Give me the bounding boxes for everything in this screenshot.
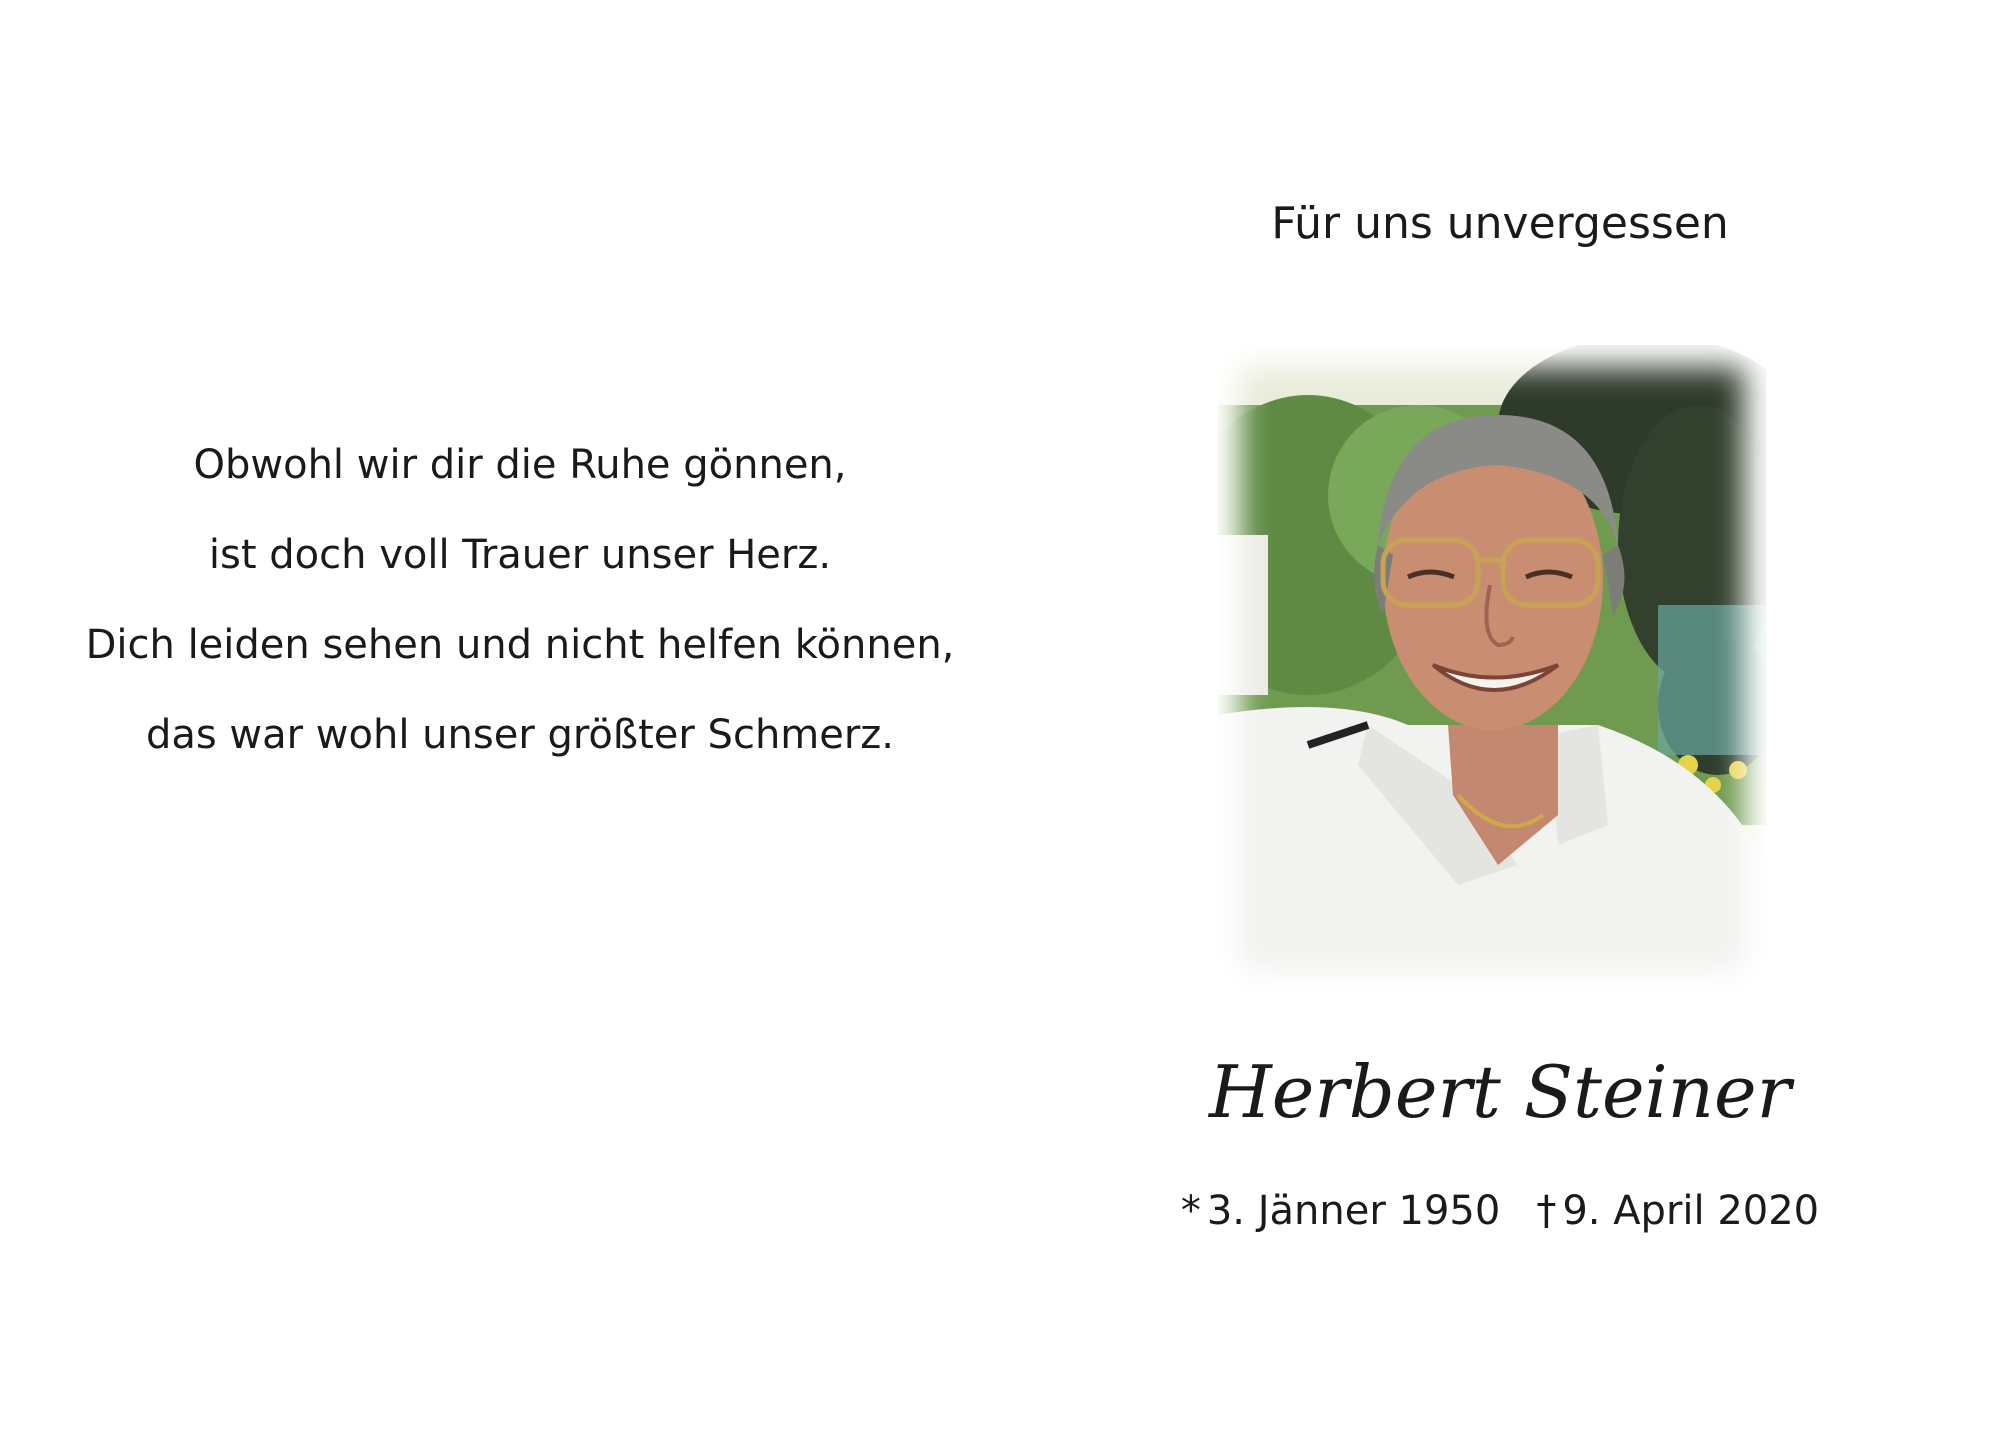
- birth-star-icon: *: [1180, 1188, 1201, 1234]
- life-dates: [1100, 1188, 1900, 1234]
- death-cross-icon: †: [1536, 1188, 1557, 1234]
- poem-line-3: Dich leiden sehen und nicht helfen können,: [85, 622, 955, 668]
- memorial-panel: [1100, 0, 1900, 1430]
- birth-date: 3. Jänner 1950: [1206, 1188, 1501, 1234]
- poem-line-1: Obwohl wir dir die Ruhe gönnen,: [193, 442, 847, 488]
- memorial-heading: Für uns unvergessen: [1271, 198, 1729, 249]
- portrait-photo: [1218, 345, 1766, 993]
- portrait-illustration: [1218, 345, 1766, 993]
- poem: [40, 420, 1000, 780]
- deceased-name: Herbert Steiner: [1208, 1050, 1792, 1134]
- death-date: 9. April 2020: [1562, 1188, 1820, 1234]
- poem-line-2: ist doch voll Trauer unser Herz.: [208, 532, 832, 578]
- poem-line-4: das war wohl unser größter Schmerz.: [145, 712, 895, 758]
